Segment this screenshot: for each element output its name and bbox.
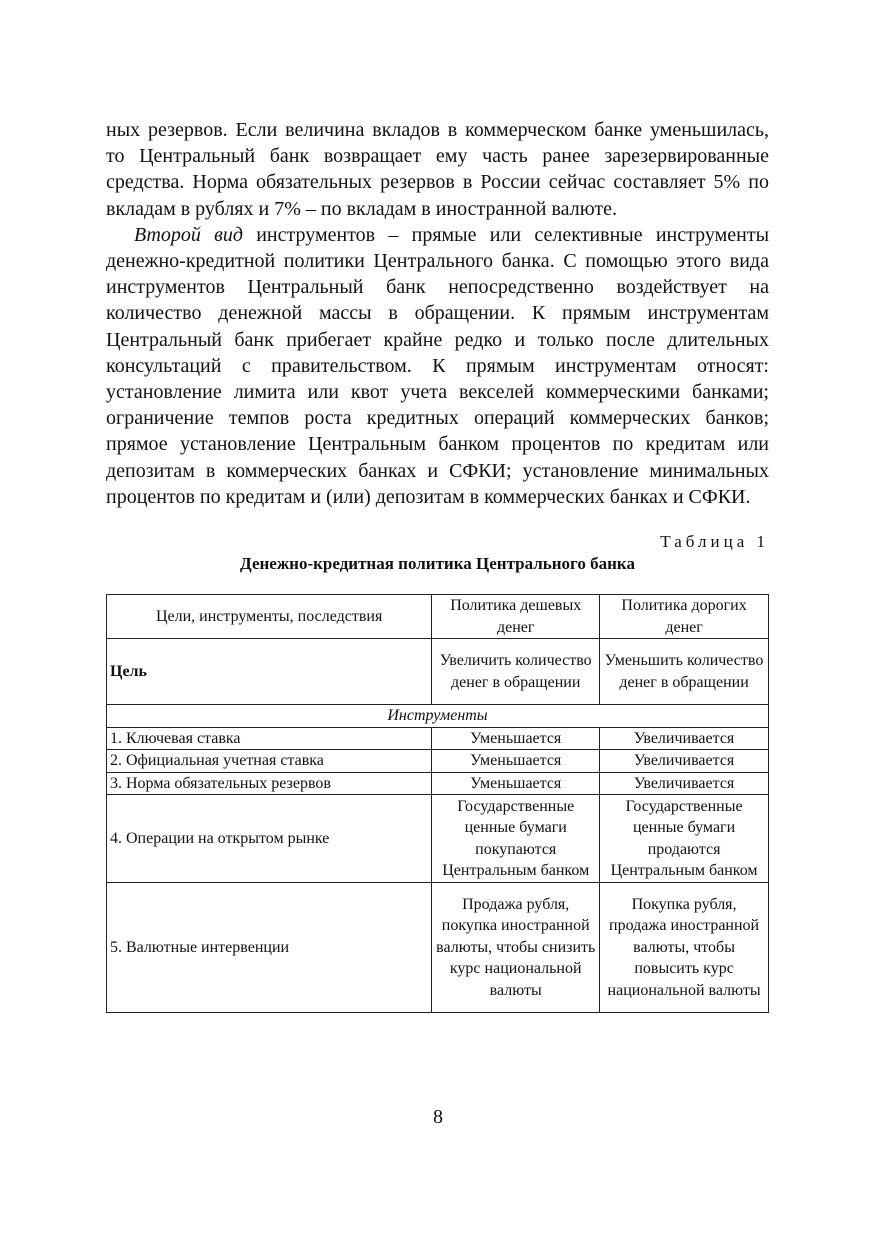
row-dear: Увеличивается (600, 772, 769, 795)
table-header-row (107, 595, 769, 639)
table-row (107, 883, 769, 1013)
goal-label: Цель (107, 639, 432, 705)
row-label: 4. Операции на открытом рынке (107, 795, 432, 883)
table-row (107, 795, 769, 883)
table-section-row (107, 705, 769, 728)
table-number: Таблица 1 (660, 532, 769, 552)
table-row-goal (107, 639, 769, 705)
italic-text: Второй вид (134, 223, 243, 246)
row-cheap: Уменьшается (432, 727, 600, 750)
section-instruments: Инструменты (107, 705, 769, 728)
page-content (106, 117, 769, 1013)
row-label: 5. Валютные интервенции (107, 883, 432, 1013)
row-cheap: Продажа рубля, покупка иностранной валюты, чтобы снизить курс национальной валюты (432, 883, 600, 1013)
row-dear: Увеличивается (600, 750, 769, 773)
row-cheap: Уменьшается (432, 772, 600, 795)
policy-table (106, 594, 769, 1013)
table-row (107, 727, 769, 750)
row-cheap: Государственные ценные бумаги покупаются Центральным банком (432, 795, 600, 883)
table-title: Денежно-кредитная политика Центрального банка (240, 554, 635, 574)
row-label: 2. Официальная учетная ставка (107, 750, 432, 773)
row-label: 3. Норма обязательных резервов (107, 772, 432, 795)
paragraph-2 (106, 222, 769, 510)
header-cell-dear-money: Политика дорогих денег (600, 595, 769, 639)
row-dear: Увеличивается (600, 727, 769, 750)
table-row (107, 750, 769, 773)
row-cheap: Уменьшается (432, 750, 600, 773)
table-row (107, 772, 769, 795)
paragraph-1 (106, 117, 769, 222)
goal-dear: Уменьшить количество денег в обращении (600, 639, 769, 705)
row-dear: Государственные ценные бумаги продаются Центральным банком (600, 795, 769, 883)
goal-cheap: Увеличить количество денег в обращении (432, 639, 600, 705)
page-number: 8 (433, 1106, 443, 1128)
paragraph-text: инструментов – прямые или селективные инструменты денежно-кредитной политики Центрального банка. С помощью этого вида инструментов Центральный банк непосредственно воздействует на количество денежной массы в обращении. К прямым инструментам Центральный банк прибегает крайне редко и только после длительных консультаций с правительством. К прямым инструментам относят: установление лимита или квот учета векселей коммерческими банками; ограничение темпов роста кредитных операций коммерческих банков; прямое установление Центральным банком процентов по кредитам или депозитам в коммерческих банках и СФКИ; установление минимальных процентов по кредитам и (или) депозитам в коммерческих банках и СФКИ. (106, 223, 770, 508)
row-dear: Покупка рубля, продажа иностранной валюты, чтобы повысить курс национальной валюты (600, 883, 769, 1013)
header-cell-goals: Цели, инструменты, последствия (107, 595, 432, 639)
paragraph-text: ных резервов. Если величина вкладов в коммерческом банке уменьшилась, то Центральный банк возвращает ему часть ранее зарезервированные средства. Норма обязательных резервов в России сейчас составляет 5% по вкладам в рублях и 7% – по вкладам в иностранной валюте. (106, 119, 769, 220)
header-cell-cheap-money: Политика дешевых денег (432, 595, 600, 639)
row-label: 1. Ключевая ставка (107, 727, 432, 750)
